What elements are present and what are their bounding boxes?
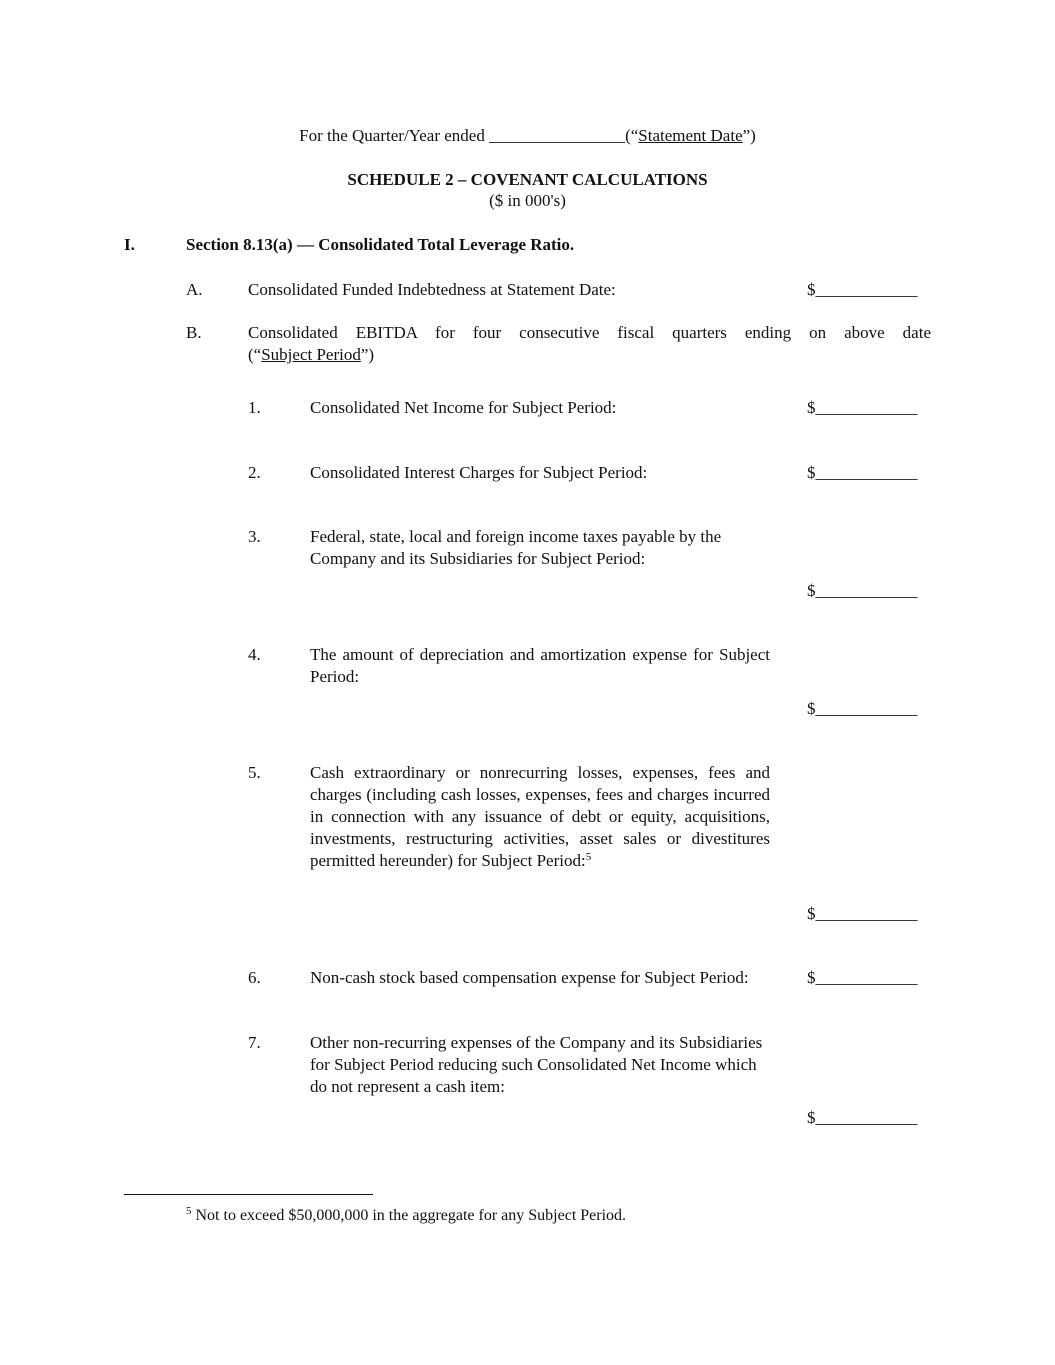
subitem-6-text: Non-cash stock based compensation expense for Subject Period:	[310, 968, 749, 987]
subitem-3-text: Federal, state, local and foreign income taxes payable by the Company and its Subsidiaries for Subject Period:	[310, 527, 722, 568]
item-a-letter: A.	[186, 280, 203, 299]
footnote-marker: 5	[186, 1205, 192, 1217]
subitem-5-number: 5.	[248, 763, 261, 782]
subitem-1-text: Consolidated Net Income for Subject Period:	[310, 398, 617, 417]
subitem-5-blank: $____________	[807, 904, 918, 923]
section-title: Section 8.13(a) — Consolidated Total Leverage Ratio.	[186, 235, 575, 254]
item-a-text: Consolidated Funded Indebtedness at Statement Date:	[248, 280, 616, 299]
subitem-2-number: 2.	[248, 463, 261, 482]
subitem-3-blank: $____________	[807, 581, 918, 600]
statement-date-line: For the Quarter/Year ended ________________(“Statement Date”)	[299, 126, 756, 145]
subitem-6-number: 6.	[248, 968, 261, 987]
subitem-4-text: The amount of depreciation and amortization expense for Subject Period:	[310, 645, 770, 686]
subitem-2-text: Consolidated Interest Charges for Subject Period:	[310, 463, 648, 482]
subitem-3-number: 3.	[248, 527, 261, 546]
subject-period-term: Subject Period	[261, 345, 361, 364]
item-b-letter: B.	[186, 323, 202, 342]
footnote-reference: 5	[585, 851, 592, 863]
schedule-title: SCHEDULE 2 – COVENANT CALCULATIONS	[347, 170, 708, 189]
subitem-1-blank: $____________	[807, 398, 918, 417]
subitem-7-number: 7.	[248, 1033, 261, 1052]
footnote-separator	[124, 1194, 373, 1195]
subject-period-definition: (“Subject Period”)	[248, 345, 375, 364]
subitem-6-blank: $____________	[807, 968, 918, 987]
item-a-blank: $____________	[807, 280, 918, 299]
footnote: $^5$ Not to exceed $50,000,000 in the aggregate for any Subject Period.	[186, 1205, 627, 1224]
item-b-text: Consolidated EBITDA for four consecutive fiscal quarters ending on above date	[248, 323, 931, 342]
statement-date-term: Statement Date	[638, 126, 743, 145]
section-number: I.	[124, 235, 135, 254]
subitem-7-blank: $____________	[807, 1108, 918, 1127]
schedule-units: ($ in 000's)	[489, 191, 566, 210]
subitem-1-number: 1.	[248, 398, 261, 417]
subitem-4-number: 4.	[248, 645, 261, 664]
subitem-2-blank: $____________	[807, 463, 918, 482]
subitem-4-blank: $____________	[807, 699, 918, 718]
subitem-7-text: Other non-recurring expenses of the Company and its Subsidiaries for Subject Period reducing such Consolidated Net Income which do not represent a cash item:	[310, 1033, 763, 1096]
subitem-5-text: Cash extraordinary or nonrecurring losses, expenses, fees and charges (including cash losses, expenses, fees and charges incurred in connection with any issuance of debt or equity, acquisitions, investments, restructuring activities, asset sales or divestitures permitted hereunder) for Subject Period:$^5$	[310, 763, 770, 870]
